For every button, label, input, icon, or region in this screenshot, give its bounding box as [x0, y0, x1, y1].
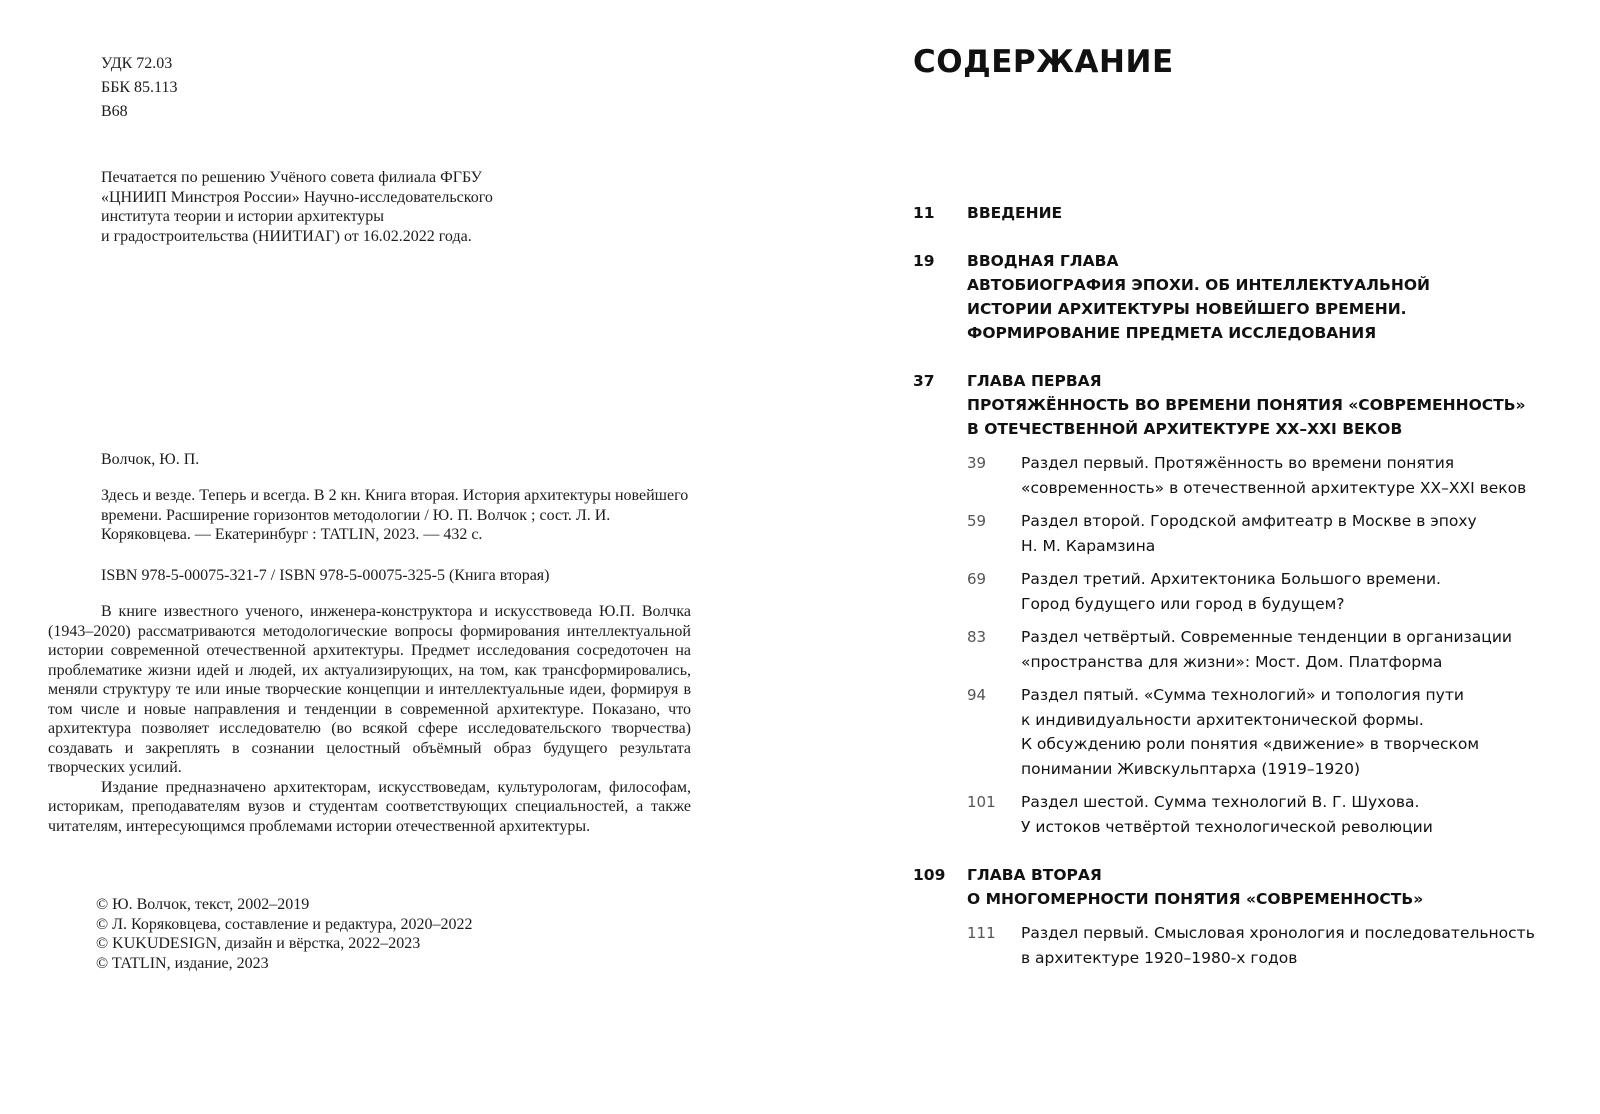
copyright-block [96, 895, 473, 973]
toc-entry-title: Раздел четвёртый. Современные тенденции в организации «пространства для жизни»: Мост. Дом. Платформа [1021, 628, 1512, 671]
copyright-line: © Л. Коряковцева, составление и редактура, 2020–2022 [96, 915, 473, 933]
toc-page-number: 94 [967, 686, 987, 704]
toc-entry-chapter-two[interactable] [913, 863, 1563, 911]
copyright-line: © Ю. Волчок, текст, 2002–2019 [96, 896, 310, 913]
publication-decision: Печатается по решению Учёного совета филиала ФГБУ «ЦНИИП Минстроя России» Научно-исследовательского института теории и истории архитектуры и градостроительства (НИИТИАГ) от 16.02.2022 года. [101, 169, 493, 245]
toc-entry-title: ВВЕДЕНИЕ [967, 204, 1063, 222]
copyright-line: © KUKUDESIGN, дизайн и вёрстка, 2022–2023 [96, 935, 421, 952]
toc-entry-intro-chapter[interactable] [913, 249, 1563, 345]
abstract [48, 602, 691, 836]
toc-entry-title: Раздел первый. Протяжённость во времени понятия «современность» в отечественной архитектуре XX–XXI веков [1021, 454, 1527, 497]
toc-entry-section[interactable] [913, 451, 1563, 500]
table-of-contents [913, 201, 1563, 970]
toc-page-number: 37 [913, 372, 935, 390]
toc-page-number: 19 [913, 252, 935, 270]
toc-entry-section[interactable] [913, 683, 1563, 781]
toc-entry-section[interactable] [913, 790, 1563, 839]
author-mark: В68 [101, 103, 128, 120]
udk-code: УДК 72.03 [101, 55, 173, 72]
copyright-line: © TATLIN, издание, 2023 [96, 954, 269, 972]
abstract-paragraph: Издание предназначено архитекторам, искусствоведам, культурологам, философам, историкам, преподавателям вузов и студентам соответствующих специальностей, а также читателям, интересующимся проблемами истории отечественной архитектуры. [48, 778, 691, 835]
bibliographic-record: Здесь и везде. Теперь и всегда. В 2 кн. Книга вторая. История архитектуры новейшего времени. Расширение горизонтов методологии / Ю. П. Волчок ; сост. Л. И. Коряковцева. — Екатеринбург : TATLIN, 2023. — 432 с. [101, 487, 689, 543]
classification-codes [101, 52, 177, 124]
toc-entry-section[interactable] [913, 625, 1563, 674]
isbn: ISBN 978-5-00075-321-7 / ISBN 978-5-00075-325-5 (Книга вторая) [101, 567, 550, 584]
toc-page-number: 39 [967, 454, 987, 472]
toc-page-number: 109 [913, 866, 946, 884]
toc-page-number: 111 [967, 924, 996, 942]
toc-entry-title: Раздел третий. Архитектоника Большого времени. Город будущего или город в будущем? [1021, 570, 1441, 613]
bbk-code: ББК 85.113 [101, 79, 178, 96]
toc-entry-chapter-one[interactable] [913, 369, 1563, 441]
toc-entry-introduction[interactable] [913, 201, 1563, 225]
toc-entry-title: Раздел пятый. «Сумма технологий» и топология пути к индивидуальности архитектонической формы. К обсуждению роли понятия «движение» в творческом понимании Живскульптарха (1919–1920) [1021, 686, 1480, 778]
toc-entry-section[interactable] [913, 509, 1563, 558]
toc-page-number: 101 [967, 793, 996, 811]
toc-entry-title: ГЛАВА ПЕРВАЯ ПРОТЯЖЁННОСТЬ ВО ВРЕМЕНИ ПОНЯТИЯ «СОВРЕМЕННОСТЬ» В ОТЕЧЕСТВЕННОЙ АРХИТЕКТУРЕ XX–XXI ВЕКОВ [967, 372, 1526, 438]
toc-entry-title: Раздел второй. Городской амфитеатр в Москве в эпоху Н. М. Карамзина [1021, 512, 1477, 555]
toc-entry-title: Раздел первый. Смысловая хронология и последовательность в архитектуре 1920–1980-х годов [1021, 924, 1535, 967]
toc-entry-section[interactable] [913, 921, 1563, 970]
toc-page-number: 83 [967, 628, 987, 646]
toc-entry-title: Раздел шестой. Сумма технологий В. Г. Шухова. У истоков четвёртой технологической революции [1021, 793, 1433, 836]
toc-entry-section[interactable] [913, 567, 1563, 616]
toc-entry-title: ВВОДНАЯ ГЛАВА АВТОБИОГРАФИЯ ЭПОХИ. ОБ ИНТЕЛЛЕКТУАЛЬНОЙ ИСТОРИИ АРХИТЕКТУРЫ НОВЕЙШЕГО ВРЕМЕНИ. ФОРМИРОВАНИЕ ПРЕДМЕТА ИССЛЕДОВАНИЯ [967, 252, 1430, 342]
author-heading: Волчок, Ю. П. [101, 451, 200, 468]
toc-title: СОДЕРЖАНИЕ [913, 44, 1174, 80]
toc-page-number: 11 [913, 204, 935, 222]
toc-entry-title: ГЛАВА ВТОРАЯ О МНОГОМЕРНОСТИ ПОНЯТИЯ «СОВРЕМЕННОСТЬ» [967, 866, 1424, 908]
toc-page-number: 69 [967, 570, 987, 588]
abstract-paragraph: В книге известного ученого, инженера-конструктора и искусствоведа Ю.П. Волчка (1943–2020) рассматриваются методологические вопросы формирования интеллектуальной истории современной отечественной архитектуры. Предмет исследования сосредоточен на проблематике жизни идей и людей, их актуализирующих, на том, как трансформировались, меняли структуру те или иные творческие концепции и интеллектуальные идеи, формируя в том числе и новые направления и тенденции в современной архитектуре. Показано, что архитектура позволяет исследователю (во всякой сфере исследовательского творчества) создавать и закреплять в сознании целостный объёмный образ будущего результата творческих усилий. [48, 603, 691, 776]
toc-page-number: 59 [967, 512, 987, 530]
